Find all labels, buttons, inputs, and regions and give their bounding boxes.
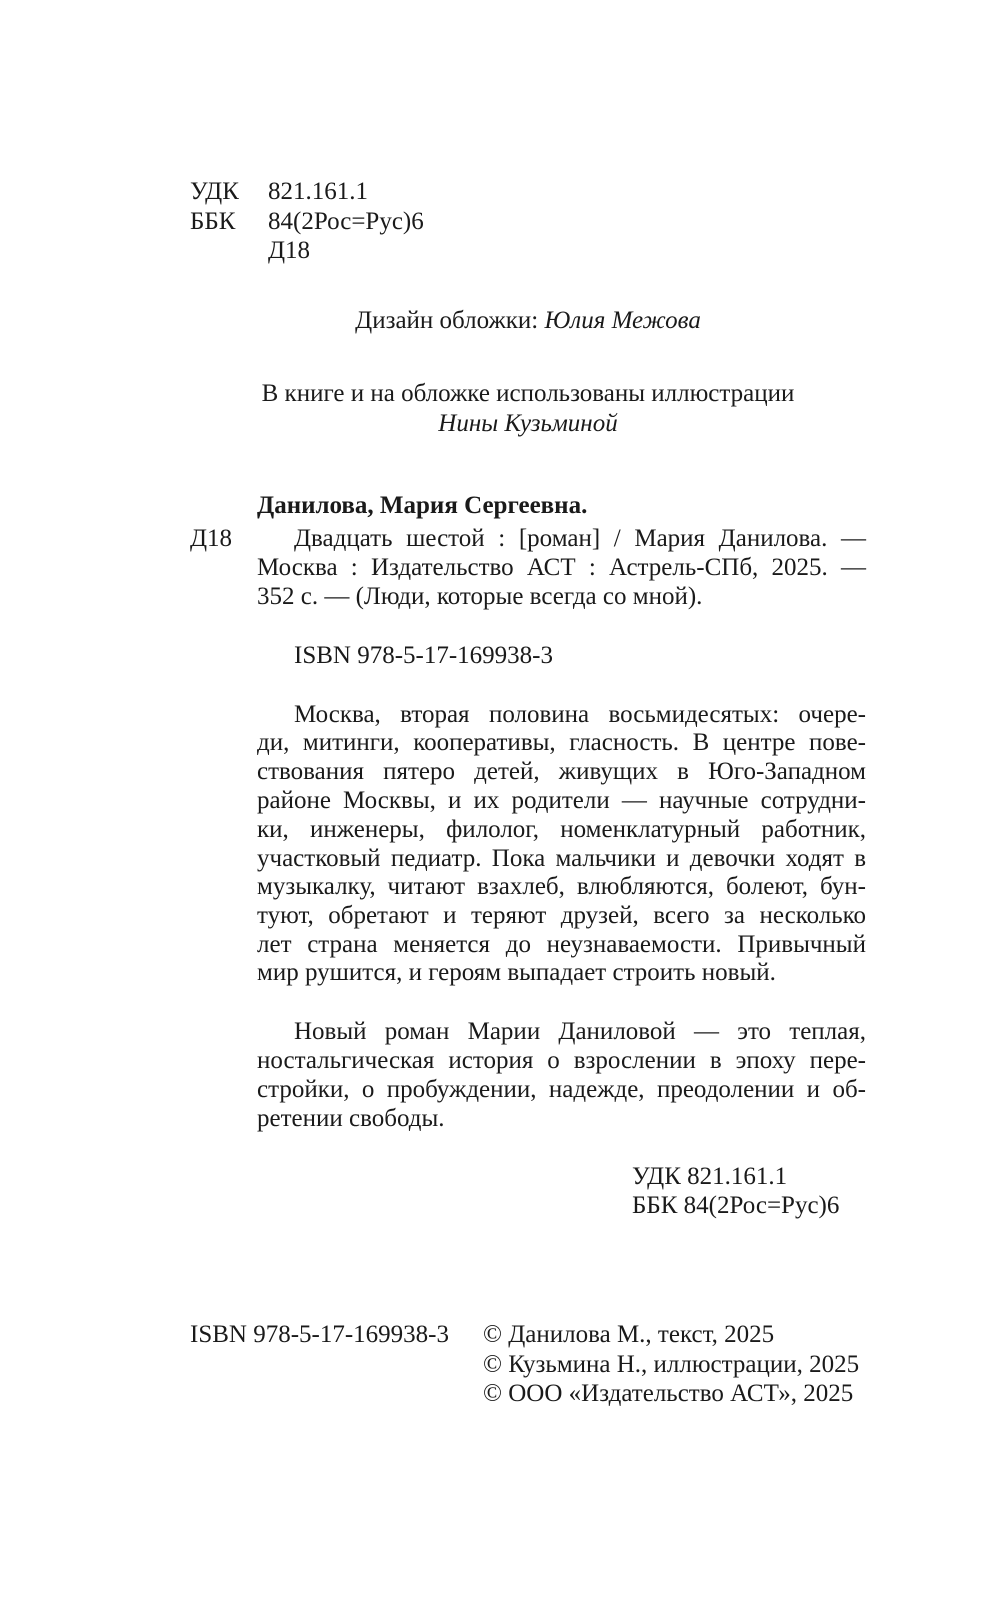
- annotation-line: лет страна меняется до неузнаваемости. Привычный: [257, 931, 866, 958]
- annotation-line: Новый роман Марии Даниловой — это теплая,: [294, 1018, 866, 1045]
- author-mark: Д18: [268, 237, 311, 264]
- annotation-line: участковый педиатр. Пока мальчики и девочки ходят в: [257, 845, 866, 872]
- record-line: 352 с. — (Люди, которые всегда со мной).: [257, 583, 703, 610]
- copyright-line: © ООО «Издательство АСТ», 2025: [483, 1380, 854, 1407]
- record-line: Двадцать шестой : [роман] / Мария Данилова. —: [294, 525, 866, 552]
- illustrator-name: Нины Кузьминой: [438, 410, 618, 437]
- annotation-line: музыкалку, читают взахлеб, влюбляются, болеют, бун-: [257, 873, 866, 900]
- bottom-bbk: ББК 84(2Рос=Рус)6: [632, 1192, 840, 1219]
- record-author-heading: Данилова, Мария Сергеевна.: [257, 492, 588, 519]
- footer-isbn: ISBN 978-5-17-169938-3: [190, 1321, 450, 1348]
- illustrations-credit-text: В книге и на обложке использованы иллюстрации: [261, 380, 795, 407]
- record-line: Москва : Издательство АСТ : Астрель-СПб, 2025. —: [257, 554, 866, 581]
- annotation-line: ретении свободы.: [257, 1105, 445, 1132]
- record-mark: Д18: [190, 525, 233, 552]
- annotation-line: районе Москвы, и их родители — научные сотрудни-: [257, 787, 866, 814]
- annotation-line: стройки, о пробуждении, надежде, преодолении и об-: [257, 1076, 866, 1103]
- cover-design-label: Дизайн обложки:: [355, 307, 539, 334]
- udk-label: УДК: [190, 178, 239, 205]
- cover-design-credit: [0, 306, 1000, 336]
- annotation-line: ствования пятеро детей, живущих в Юго-Западном: [257, 758, 866, 785]
- annotation-line: ностальгическая история о взрослении в эпоху пере-: [257, 1047, 866, 1074]
- annotation-line: ди, митинги, кооперативы, гласность. В центре пове-: [257, 729, 866, 756]
- annotation-line: ки, инженеры, филолог, номенклатурный работник,: [257, 816, 866, 843]
- bbk-label: ББК: [190, 208, 236, 235]
- annotation-line: туют, обретают и теряют друзей, всего за несколько: [257, 902, 866, 929]
- udk-value: 821.161.1: [268, 178, 368, 205]
- cover-designer-name: Юлия Межова: [544, 307, 701, 334]
- copyright-line: © Кузьмина Н., иллюстрации, 2025: [483, 1351, 860, 1378]
- annotation-line: Москва, вторая половина восьмидесятых: очере-: [294, 701, 866, 728]
- bottom-udk: УДК 821.161.1: [632, 1163, 788, 1190]
- bbk-value: 84(2Рос=Рус)6: [268, 208, 424, 235]
- annotation-line: мир рушится, и героям выпадает строить новый.: [257, 959, 776, 986]
- copyright-line: © Данилова М., текст, 2025: [483, 1321, 775, 1348]
- record-isbn: ISBN 978-5-17-169938-3: [294, 642, 554, 669]
